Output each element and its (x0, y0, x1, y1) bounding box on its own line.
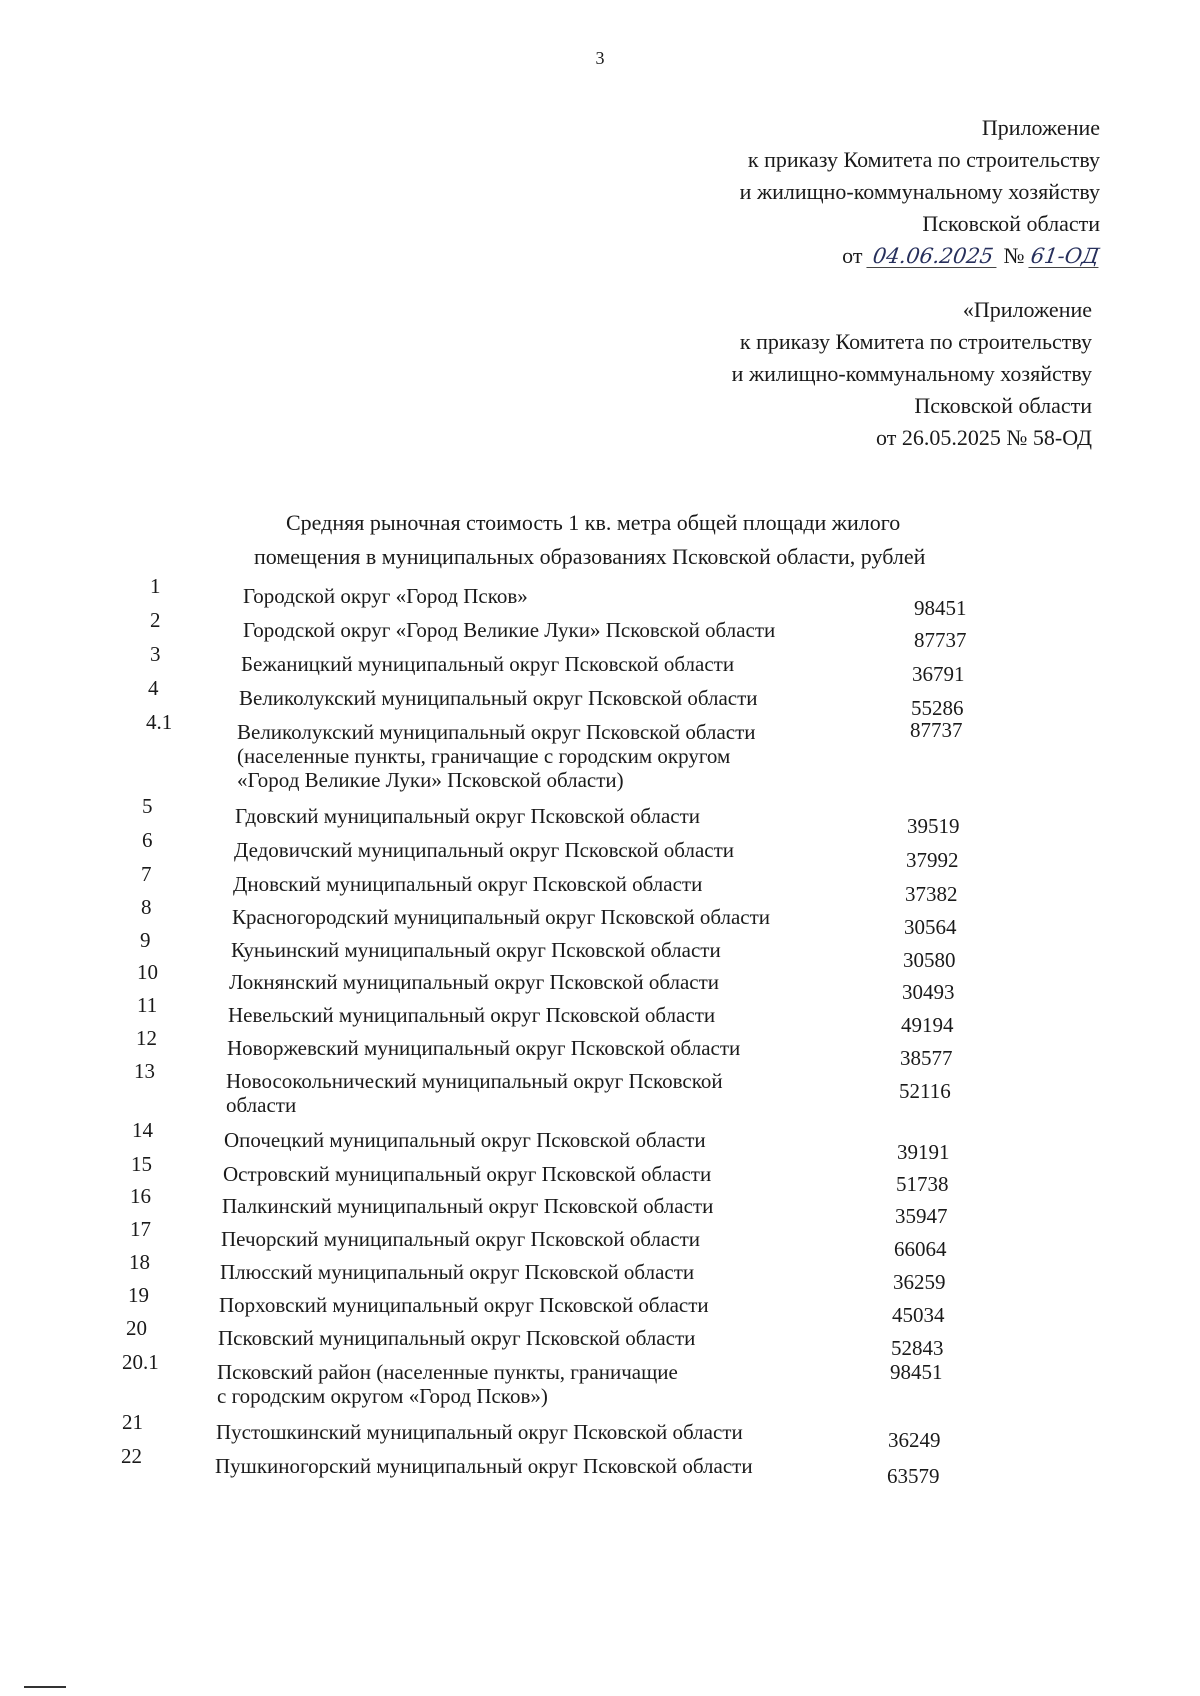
row-number: 6 (142, 828, 153, 852)
row-price-value: 98451 (914, 596, 967, 620)
date-prefix: от (842, 243, 863, 268)
row-number: 1 (150, 574, 161, 598)
row-number: 14 (132, 1118, 153, 1142)
appendix-original-line-3: Псковской области (914, 393, 1092, 418)
row-number: 5 (142, 794, 153, 818)
row-municipality-name: Псковский муниципальный округ Псковской области (218, 1326, 696, 1350)
row-municipality-name: Печорский муниципальный округ Псковской области (221, 1227, 701, 1251)
row-municipality-name: Новоржевский муниципальный округ Псковской области (227, 1036, 741, 1060)
row-name-line: Псковский район (населенные пункты, граничащие (217, 1360, 678, 1384)
row-name-line: (населенные пункты, граничащие с городским округом (237, 744, 731, 768)
row-name-line: с городским округом «Город Псков») (217, 1384, 548, 1408)
row-number: 21 (122, 1410, 143, 1434)
row-price-value: 51738 (896, 1172, 949, 1196)
row-price-value: 30564 (904, 915, 957, 939)
row-price-value: 55286 (911, 696, 964, 720)
title-line-1: Средняя рыночная стоимость 1 кв. метра общей площади жилого (286, 510, 901, 535)
title-line-2: помещения в муниципальных образованиях Псковской области, рублей (254, 544, 926, 569)
row-municipality-name: Великолукский муниципальный округ Псковской области (239, 686, 758, 710)
row-number: 11 (137, 993, 158, 1017)
row-municipality-name (237, 720, 877, 792)
row-number: 18 (129, 1250, 150, 1274)
document-title (230, 506, 1030, 574)
row-number: 8 (141, 895, 152, 919)
row-number: 4 (148, 676, 159, 700)
row-number: 15 (131, 1152, 152, 1176)
row-number: 16 (130, 1184, 151, 1208)
footer-mark (24, 1686, 66, 1688)
row-number: 13 (134, 1059, 155, 1083)
row-municipality-name: Пушкиногорский муниципальный округ Псковской области (215, 1454, 753, 1478)
appendix-original-line-1: к приказу Комитета по строительству (739, 329, 1092, 354)
row-municipality-name: Городской округ «Город Великие Луки» Псковской области (243, 618, 776, 642)
row-price-value: 49194 (901, 1013, 954, 1037)
row-number: 20 (126, 1316, 147, 1340)
row-price-value: 39519 (907, 814, 960, 838)
row-price-value: 87737 (910, 718, 963, 742)
row-name-line: «Город Великие Луки» Псковской области) (237, 768, 624, 792)
row-number: 19 (128, 1283, 149, 1307)
row-number: 2 (150, 608, 161, 632)
row-price-value: 30493 (902, 980, 955, 1004)
row-number: 9 (140, 928, 151, 952)
row-price-value: 39191 (897, 1140, 950, 1164)
row-number: 20.1 (122, 1350, 159, 1374)
row-number: 12 (136, 1026, 157, 1050)
row-municipality-name: Островский муниципальный округ Псковской области (223, 1162, 712, 1186)
row-municipality-name: Пустошкинский муниципальный округ Псковской области (216, 1420, 743, 1444)
row-number: 7 (141, 862, 152, 886)
row-municipality-name: Дедовичский муниципальный округ Псковской области (234, 838, 735, 862)
row-price-value: 37382 (905, 882, 958, 906)
row-municipality-name (217, 1360, 857, 1408)
row-price-value: 36249 (888, 1428, 941, 1452)
appendix-date-line (600, 240, 1100, 272)
appendix-line-1: к приказу Комитета по строительству (747, 147, 1100, 172)
appendix-line-2: и жилищно-коммунальному хозяйству (739, 179, 1100, 204)
page-number: 3 (595, 48, 605, 68)
row-number: 3 (150, 642, 161, 666)
handwritten-number: 61-ОД (1029, 244, 1101, 268)
row-municipality-name: Гдовский муниципальный округ Псковской области (235, 804, 701, 828)
row-number: 22 (121, 1444, 142, 1468)
row-municipality-name (226, 1069, 866, 1117)
appendix-original-title: «Приложение (962, 297, 1092, 322)
row-price-value: 52843 (891, 1336, 944, 1360)
row-municipality-name: Дновский муниципальный округ Псковской области (233, 872, 703, 896)
row-price-value: 98451 (890, 1360, 943, 1384)
row-price-value: 37992 (906, 848, 959, 872)
row-price-value: 36259 (893, 1270, 946, 1294)
row-name-line: Великолукский муниципальный округ Псковской области (237, 720, 756, 744)
row-price-value: 30580 (903, 948, 956, 972)
number-sign: № (1003, 243, 1025, 268)
row-price-value: 63579 (887, 1464, 940, 1488)
row-price-value: 35947 (895, 1204, 948, 1228)
row-price-value: 38577 (900, 1046, 953, 1070)
row-municipality-name: Плюсский муниципальный округ Псковской области (220, 1260, 695, 1284)
appendix-original-line-4: от 26.05.2025 № 58-ОД (876, 425, 1092, 450)
appendix-original-line-2: и жилищно-коммунальному хозяйству (731, 361, 1092, 386)
row-municipality-name: Порховский муниципальный округ Псковской области (219, 1293, 709, 1317)
row-name-line: Новосокольнический муниципальный округ Псковской (226, 1069, 723, 1093)
row-price-value: 66064 (894, 1237, 947, 1261)
appendix-header (600, 112, 1100, 272)
row-municipality-name: Городской округ «Город Псков» (243, 584, 528, 608)
handwritten-date: 04.06.2025 (866, 245, 999, 268)
row-number: 4.1 (146, 710, 173, 734)
row-price-value: 36791 (912, 662, 965, 686)
row-municipality-name: Куньинский муниципальный округ Псковской области (231, 938, 721, 962)
row-price-value: 45034 (892, 1303, 945, 1327)
row-name-line: области (226, 1093, 297, 1117)
row-municipality-name: Красногородский муниципальный округ Псковской области (232, 905, 771, 929)
row-number: 17 (130, 1217, 151, 1241)
row-municipality-name: Бежаницкий муниципальный округ Псковской области (241, 652, 735, 676)
row-number: 10 (137, 960, 158, 984)
row-municipality-name: Невельский муниципальный округ Псковской области (228, 1003, 716, 1027)
row-price-value: 52116 (899, 1079, 951, 1103)
row-municipality-name: Палкинский муниципальный округ Псковской области (222, 1194, 714, 1218)
row-municipality-name: Опочецкий муниципальный округ Псковской области (224, 1128, 706, 1152)
appendix-line-3: Псковской области (922, 211, 1100, 236)
row-price-value: 87737 (914, 628, 967, 652)
appendix-original-header (592, 294, 1092, 454)
row-municipality-name: Локнянский муниципальный округ Псковской области (229, 970, 720, 994)
appendix-title: Приложение (981, 115, 1100, 140)
